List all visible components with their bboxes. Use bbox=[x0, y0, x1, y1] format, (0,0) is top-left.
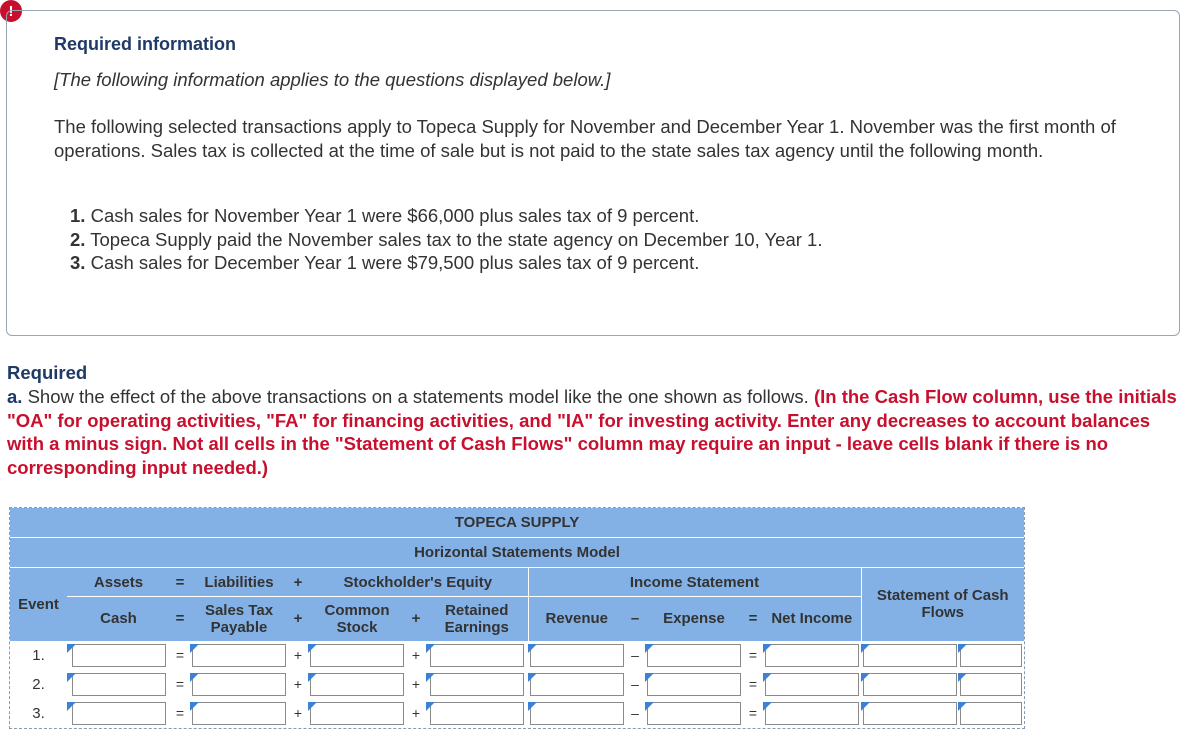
equity-header: Stockholder's Equity bbox=[308, 568, 528, 597]
required-title: Required bbox=[7, 362, 88, 383]
equals-op: = bbox=[743, 670, 763, 699]
transaction-list bbox=[70, 204, 822, 275]
equals-op: = bbox=[748, 610, 758, 628]
table-row bbox=[10, 670, 1024, 699]
expense-input[interactable] bbox=[647, 673, 741, 696]
plus-op: + bbox=[288, 699, 308, 728]
event-label: 2. bbox=[10, 670, 67, 699]
revenue-input[interactable] bbox=[530, 644, 624, 667]
model-title: Horizontal Statements Model bbox=[10, 538, 1024, 568]
event-label: 1. bbox=[10, 641, 67, 670]
retained-earnings-header: Retained Earnings bbox=[444, 601, 509, 636]
revenue-input[interactable] bbox=[530, 702, 624, 725]
equals-op: = bbox=[743, 641, 763, 670]
cash-input[interactable] bbox=[72, 702, 166, 725]
info-title: Required information bbox=[54, 34, 237, 54]
plus-op: + bbox=[406, 641, 426, 670]
liabilities-header: Liabilities bbox=[190, 568, 288, 597]
plus-op: + bbox=[288, 670, 308, 699]
expense-input[interactable] bbox=[647, 644, 741, 667]
common-stock-header: Common Stock bbox=[324, 601, 390, 636]
sales-tax-payable-input[interactable] bbox=[192, 702, 286, 725]
equals-op: = bbox=[170, 699, 190, 728]
net-income-input[interactable] bbox=[765, 702, 859, 725]
cash-flows-header: Statement of Cash Flows bbox=[861, 568, 1024, 641]
equals-op: = bbox=[743, 699, 763, 728]
alert-icon: ! bbox=[0, 0, 22, 22]
common-stock-input[interactable] bbox=[310, 702, 404, 725]
plus-op: + bbox=[288, 641, 308, 670]
net-income-input[interactable] bbox=[765, 644, 859, 667]
revenue-input[interactable] bbox=[530, 673, 624, 696]
plus-op: + bbox=[406, 670, 426, 699]
cash-header: Cash bbox=[100, 610, 137, 628]
minus-op: – bbox=[625, 641, 645, 670]
equals-op: = bbox=[170, 670, 190, 699]
expense-header: Expense bbox=[663, 610, 725, 628]
cash-flow-amount-input[interactable] bbox=[863, 673, 957, 696]
plus-op: + bbox=[288, 568, 308, 597]
equals-op: = bbox=[170, 641, 190, 670]
list-item: 2. Topeca Supply paid the November sales tax to the state agency on December 10, Year 1. bbox=[70, 228, 823, 250]
plus-op: + bbox=[411, 610, 421, 628]
expense-input[interactable] bbox=[647, 702, 741, 725]
equals-op: = bbox=[170, 568, 190, 597]
net-income-input[interactable] bbox=[765, 673, 859, 696]
minus-op: – bbox=[630, 610, 640, 628]
list-item: 1. Cash sales for November Year 1 were $66,000 plus sales tax of 9 percent. bbox=[70, 205, 700, 226]
common-stock-input[interactable] bbox=[310, 673, 404, 696]
plus-op: + bbox=[406, 699, 426, 728]
info-intro: The following selected transactions apply to Topeca Supply for November and December Year 1. November was the first month of operations. Sales tax is collected at the time of sale but is not paid to the state sales tax agency until the following month. bbox=[54, 116, 1116, 161]
cash-flow-amount-input[interactable] bbox=[863, 644, 957, 667]
revenue-header: Revenue bbox=[528, 597, 625, 641]
table-row bbox=[10, 641, 1024, 670]
cash-flow-activity-input[interactable] bbox=[960, 673, 1022, 696]
plus-op: + bbox=[293, 610, 303, 628]
assets-header: Assets bbox=[67, 568, 170, 597]
horizontal-statements-model bbox=[10, 508, 1024, 728]
required-information-panel bbox=[6, 10, 1180, 336]
cash-input[interactable] bbox=[72, 644, 166, 667]
retained-earnings-input[interactable] bbox=[430, 702, 524, 725]
event-label: 3. bbox=[10, 699, 67, 728]
retained-earnings-input[interactable] bbox=[430, 673, 524, 696]
sales-tax-payable-input[interactable] bbox=[192, 673, 286, 696]
cash-input[interactable] bbox=[72, 673, 166, 696]
event-header: Event bbox=[18, 595, 59, 613]
common-stock-input[interactable] bbox=[310, 644, 404, 667]
cash-flow-activity-input[interactable] bbox=[960, 644, 1022, 667]
cash-flow-activity-input[interactable] bbox=[960, 702, 1022, 725]
cash-flow-amount-input[interactable] bbox=[863, 702, 957, 725]
sales-tax-payable-input[interactable] bbox=[192, 644, 286, 667]
income-statement-header: Income Statement bbox=[528, 568, 861, 597]
retained-earnings-input[interactable] bbox=[430, 644, 524, 667]
company-name: TOPECA SUPPLY bbox=[10, 508, 1024, 538]
minus-op: – bbox=[625, 670, 645, 699]
sales-tax-payable-header: Sales Tax Payable bbox=[204, 601, 274, 636]
info-subtitle: [The following information applies to the questions displayed below.] bbox=[54, 69, 611, 90]
table-row bbox=[10, 699, 1024, 728]
list-item: 3. Cash sales for December Year 1 were $79,500 plus sales tax of 9 percent. bbox=[70, 252, 700, 273]
equals-op: = bbox=[175, 610, 185, 628]
required-instructions: a. Show the effect of the above transactions on a statements model like the one shown as follows. (In the Cash Flow column, use the initials "OA" for operating activities, "FA" for financing activities, and "IA" for investing activity. Enter any decreases to account balances with a minus sign. Not all cells in the "Statement of Cash Flows" column may require an input - leave cells blank if there is no corresponding input needed.) bbox=[7, 386, 1177, 478]
minus-op: – bbox=[625, 699, 645, 728]
net-income-header: Net Income bbox=[771, 610, 853, 628]
